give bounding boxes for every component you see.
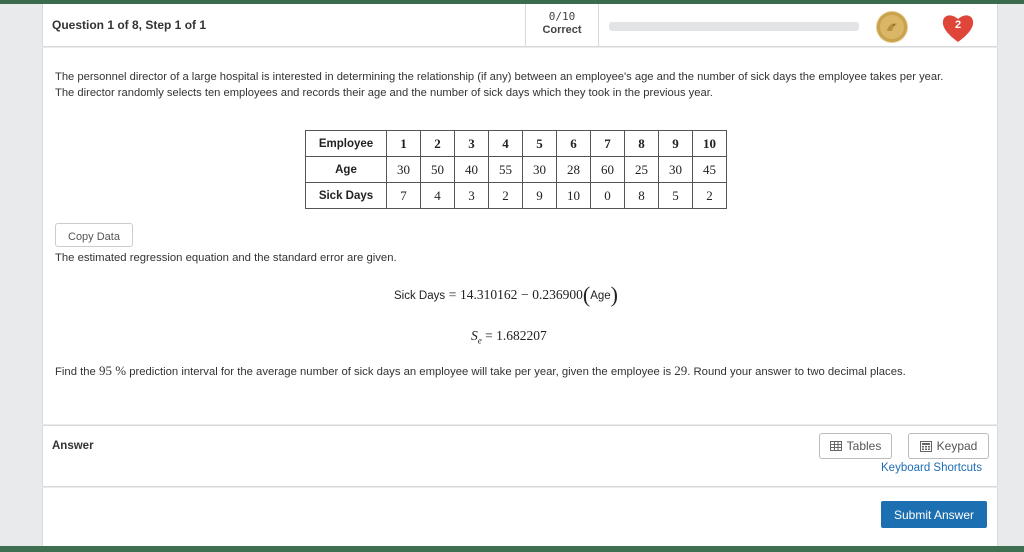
bottom-accent-bar bbox=[0, 546, 1024, 552]
row-header: Sick Days bbox=[306, 183, 387, 209]
table-cell: 8 bbox=[625, 183, 659, 209]
given-age: 29 bbox=[674, 363, 688, 378]
table-cell: 7 bbox=[591, 131, 625, 157]
keypad-label: Keypad bbox=[936, 439, 978, 453]
table-cell: 50 bbox=[421, 157, 455, 183]
coin-icon bbox=[877, 12, 907, 42]
keypad-icon bbox=[920, 441, 932, 452]
find-text-1: Find the bbox=[55, 366, 99, 378]
table-cell: 3 bbox=[455, 183, 489, 209]
std-error-equals: = bbox=[485, 328, 493, 343]
equation-equals: = bbox=[448, 287, 457, 302]
given-text: The estimated regression equation and the standard error are given. bbox=[55, 252, 397, 264]
std-error-symbol: S bbox=[471, 328, 478, 343]
tables-button[interactable] bbox=[819, 433, 892, 459]
equation-slope: 0.236900 bbox=[532, 287, 583, 302]
progress-bar bbox=[609, 22, 859, 31]
table-icon bbox=[830, 441, 842, 451]
equation-lhs: Sick Days bbox=[394, 290, 446, 302]
submit-answer-button[interactable]: Submit Answer bbox=[881, 501, 987, 528]
tables-label: Tables bbox=[846, 439, 882, 453]
find-instructions bbox=[55, 362, 955, 381]
table-cell: 30 bbox=[659, 157, 693, 183]
table-row bbox=[306, 157, 727, 183]
table-cell: 2 bbox=[489, 183, 523, 209]
table-row bbox=[306, 183, 727, 209]
table-cell: 4 bbox=[489, 131, 523, 157]
table-cell: 40 bbox=[455, 157, 489, 183]
answer-section bbox=[42, 425, 998, 487]
hearts-count: 2 bbox=[954, 19, 962, 31]
table-cell: 30 bbox=[523, 157, 557, 183]
table-cell: 7 bbox=[387, 183, 421, 209]
table-cell: 4 bbox=[421, 183, 455, 209]
table-cell: 8 bbox=[625, 131, 659, 157]
regression-equation bbox=[394, 282, 618, 308]
equation-variable: Age bbox=[590, 290, 611, 302]
find-text-2: prediction interval for the average number of sick days an employee will take per year, given the employee is bbox=[126, 366, 675, 378]
find-text-3: . Round your answer to two decimal places. bbox=[687, 366, 906, 378]
equation-intercept: 14.310162 bbox=[460, 287, 518, 302]
table-cell: 2 bbox=[421, 131, 455, 157]
copy-data-button[interactable]: Copy Data bbox=[55, 223, 133, 247]
problem-intro: The personnel director of a large hospital is interested in determining the relationship (if any) between an employee's age and the number of sick days the employee takes per year. The director randomly selects ten employees and records their age and the number of sick days which they took in the previous year. bbox=[55, 71, 944, 99]
score-value: 0/10 bbox=[548, 10, 576, 23]
table-cell: 30 bbox=[387, 157, 421, 183]
paren-open: ( bbox=[582, 282, 591, 307]
table-cell: 1 bbox=[387, 131, 421, 157]
table-cell: 5 bbox=[523, 131, 557, 157]
keyboard-shortcuts-link[interactable]: Keyboard Shortcuts bbox=[881, 462, 983, 474]
paren-close: ) bbox=[610, 282, 618, 307]
standard-error bbox=[471, 328, 547, 346]
table-cell: 45 bbox=[693, 157, 727, 183]
score-label: Correct bbox=[542, 24, 582, 36]
table-cell: 60 bbox=[591, 157, 625, 183]
std-error-subscript: e bbox=[477, 335, 482, 346]
table-cell: 25 bbox=[625, 157, 659, 183]
table-cell: 28 bbox=[557, 157, 591, 183]
table-cell: 6 bbox=[557, 131, 591, 157]
table-cell: 9 bbox=[659, 131, 693, 157]
table-row bbox=[306, 131, 727, 157]
equation-minus: − bbox=[521, 287, 529, 302]
row-header: Age bbox=[306, 157, 387, 183]
table-cell: 5 bbox=[659, 183, 693, 209]
row-header: Employee bbox=[306, 131, 387, 157]
table-cell: 3 bbox=[455, 131, 489, 157]
question-title: Question 1 of 8, Step 1 of 1 bbox=[52, 18, 207, 32]
data-table bbox=[305, 130, 727, 209]
confidence-level: 95 % bbox=[98, 363, 127, 378]
std-error-value: 1.682207 bbox=[496, 328, 547, 343]
keypad-button[interactable] bbox=[908, 433, 989, 459]
answer-label: Answer bbox=[52, 440, 94, 452]
table-cell: 55 bbox=[489, 157, 523, 183]
score-box bbox=[525, 4, 599, 47]
submit-section bbox=[42, 488, 998, 546]
problem-body bbox=[42, 48, 998, 424]
question-header bbox=[42, 4, 998, 47]
table-cell: 0 bbox=[591, 183, 625, 209]
table-cell: 10 bbox=[557, 183, 591, 209]
table-cell: 2 bbox=[693, 183, 727, 209]
heart-icon bbox=[941, 12, 975, 44]
table-cell: 10 bbox=[693, 131, 727, 157]
table-cell: 9 bbox=[523, 183, 557, 209]
